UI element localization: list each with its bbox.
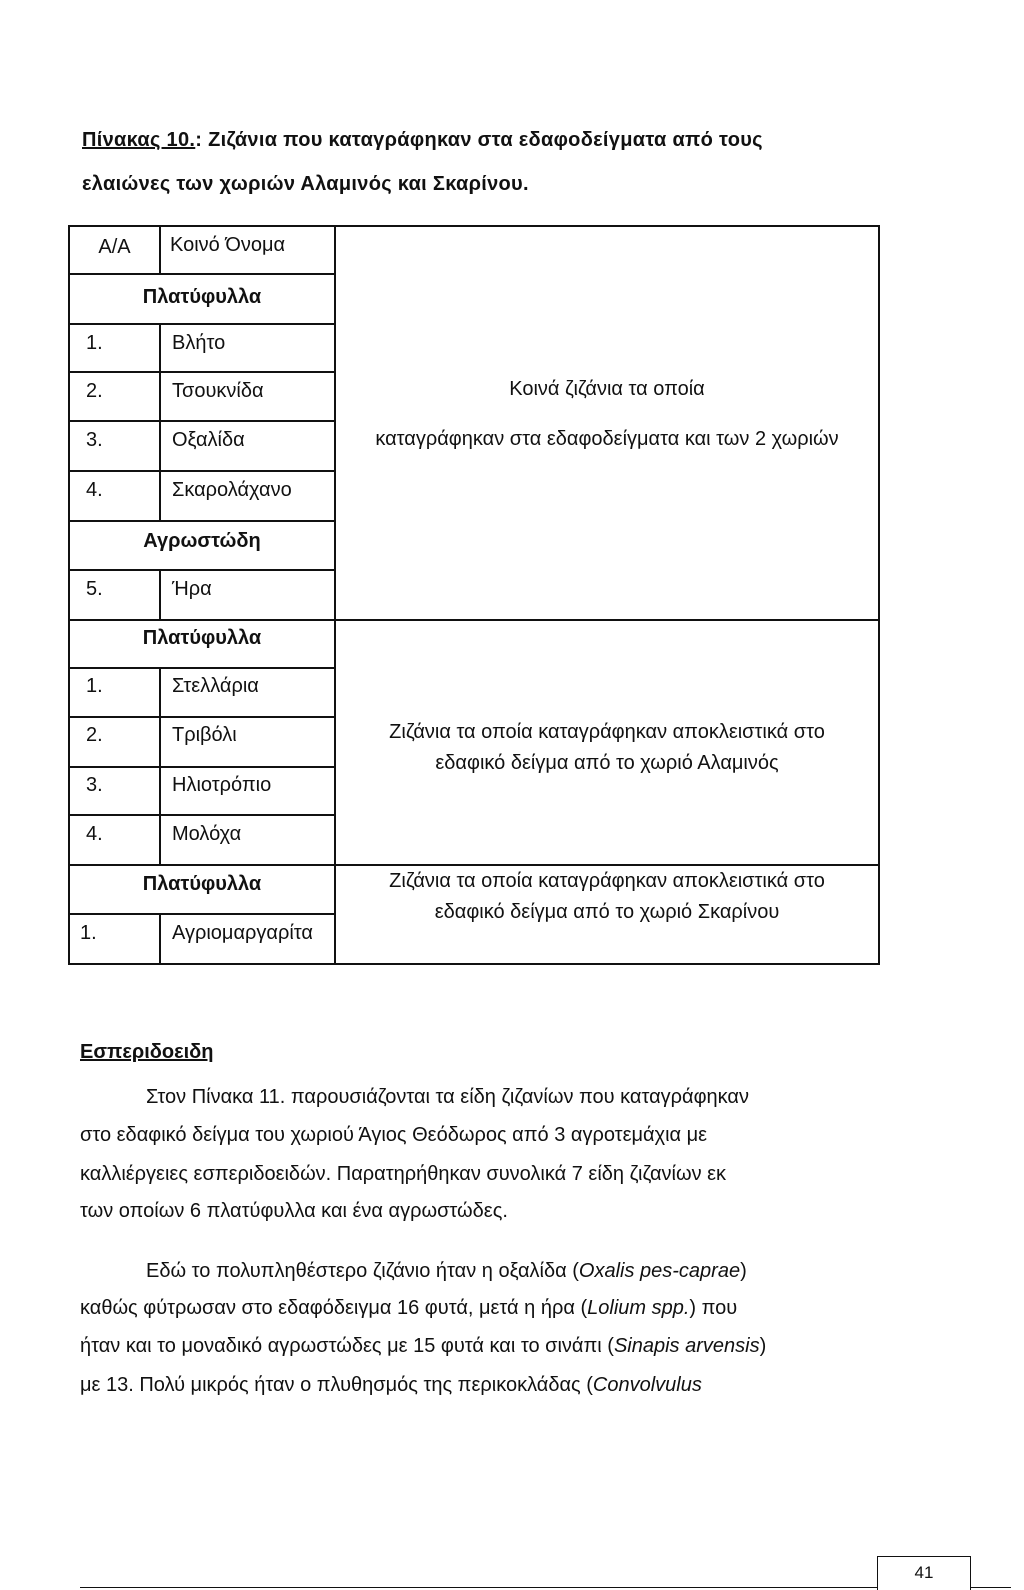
row-index: 1. <box>86 332 103 354</box>
paragraph1-line2: στο εδαφικό δείγμα του χωριού Άγιος Θεόδωρος από 3 αγροτεμάχια με <box>80 1124 708 1146</box>
paragraph1-line4: των οποίων 6 πλατύφυλλα και ένα αγρωστώδες. <box>80 1200 508 1222</box>
row-name: Στελλάρια <box>172 675 259 697</box>
row-name: Οξαλίδα <box>172 429 245 451</box>
footer-rule-left <box>80 1587 877 1588</box>
header-index: Α/Α <box>98 236 131 258</box>
paragraph2-line4: με 13. Πολύ μικρός ήταν ο πλυθησμός της περικοκλάδας (Convolvulus <box>80 1374 702 1396</box>
section-broadleaf: Πλατύφυλλα <box>142 286 262 308</box>
group2-note-line2: εδαφικό δείγμα από το χωριό Αλαμινός <box>435 752 779 774</box>
header-common-name: Κοινό Όνομα <box>170 234 286 256</box>
row-index: 3. <box>86 429 103 451</box>
paragraph2-line1: Εδώ το πολυπληθέστερο ζιζάνιο ήταν η οξαλίδα (Oxalis pes-caprae) <box>146 1260 747 1282</box>
section-heading: Εσπεριδοειδη <box>80 1041 214 1063</box>
row-name: Σκαρολάχανο <box>172 479 292 501</box>
row-name: Τσουκνίδα <box>172 380 264 402</box>
caption-text-line2: ελαιώνες των χωριών Αλαμινός και Σκαρίνου. <box>82 173 529 195</box>
paragraph2-line2: καθώς φύτρωσαν στο εδαφόδειγμα 16 φυτά, μετά η ήρα (Lolium spp.) που <box>80 1297 738 1319</box>
row-name: Ηλιοτρόπιο <box>172 774 272 796</box>
group2-note-line1: Ζιζάνια τα οποία καταγράφηκαν αποκλειστικά στο <box>389 721 825 743</box>
caption-text-line1: : Ζιζάνια που καταγράφηκαν στα εδαφοδείγματα από τους <box>195 129 763 151</box>
table-caption <box>82 129 763 152</box>
row-index: 4. <box>86 823 103 845</box>
row-index: 2. <box>86 724 103 746</box>
group3-note-line2: εδαφικό δείγμα από το χωριό Σκαρίνου <box>434 901 780 923</box>
row-index: 2. <box>86 380 103 402</box>
row-name: Μολόχα <box>172 823 242 845</box>
row-index: 1. <box>80 922 97 944</box>
row-index: 4. <box>86 479 103 501</box>
row-index: 3. <box>86 774 103 796</box>
row-index: 5. <box>86 578 103 600</box>
row-index: 1. <box>86 675 103 697</box>
paragraph1-line3: καλλιέργειες εσπεριδοειδών. Παρατηρήθηκαν συνολικά 7 είδη ζιζανίων εκ <box>80 1163 727 1185</box>
group1-note-line1: Κοινά ζιζάνια τα οποία <box>509 378 705 400</box>
row-name: Ήρα <box>172 578 212 600</box>
group3-note-line1: Ζιζάνια τα οποία καταγράφηκαν αποκλειστικά στο <box>389 870 825 892</box>
caption-label: Πίνακας 10. <box>82 129 196 151</box>
page-number: 41 <box>914 1563 934 1582</box>
paragraph1-line1: Στον Πίνακα 11. παρουσιάζονται τα είδη ζιζανίων που καταγράφηκαν <box>146 1086 749 1108</box>
row-name: Βλήτο <box>172 332 226 354</box>
paragraph2-line3: ήταν και το μοναδικό αγρωστώδες με 15 φυτά και το σινάπι (Sinapis arvensis) <box>80 1335 767 1357</box>
row-name: Τριβόλι <box>172 724 237 746</box>
group1-note-line2: καταγράφηκαν στα εδαφοδείγματα και των 2 χωριών <box>375 428 839 450</box>
row-name: Αγριομαργαρίτα <box>172 922 313 944</box>
section-broadleaf: Πλατύφυλλα <box>142 873 262 895</box>
section-grass: Αγρωστώδη <box>143 530 261 552</box>
section-broadleaf: Πλατύφυλλα <box>142 627 262 649</box>
footer-rule-right <box>971 1587 1011 1588</box>
